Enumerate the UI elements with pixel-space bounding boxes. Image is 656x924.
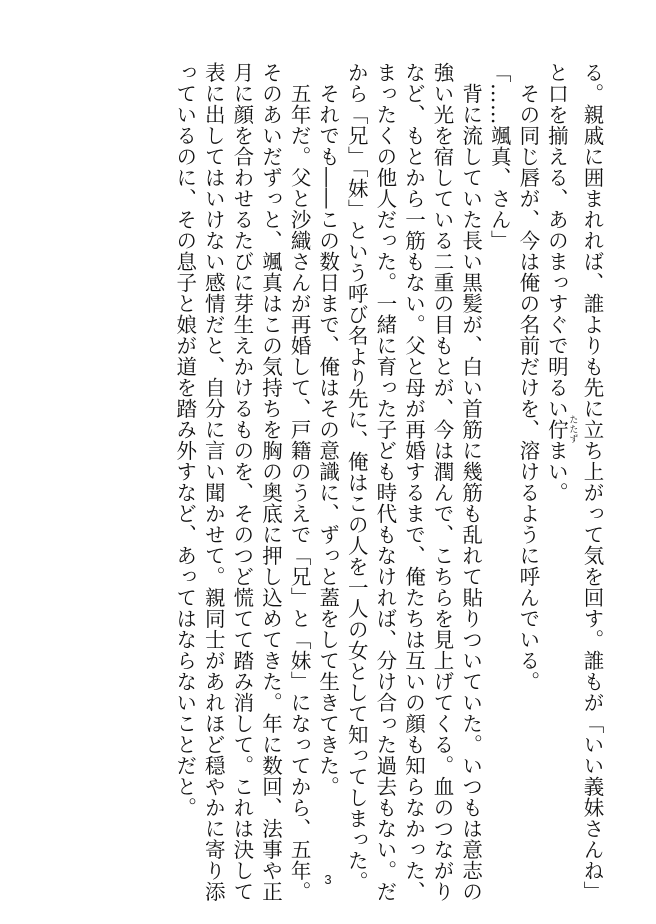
text-line: 表に出してはいけない感情だと、自分に言い聞かせて。親同士があれほど穏やかに寄り添 (201, 62, 226, 902)
ruby-base: 佇 (544, 415, 569, 444)
text-line: それでも――この数日まで、俺はその意識に、ずっと蓋をして生きてきた。 (315, 62, 340, 797)
ruby-line-before: と口を揃える、あのまっすぐで明るい (544, 62, 569, 419)
text-line: から「兄」「妹」という呼び名より先に、俺はこの人を一人の女として知ってしまった。 (344, 62, 369, 892)
text-line: その同じ唇が、今は俺の名前だけを、溶けるように呼んでいる。 (515, 62, 540, 692)
ruby-reading: たたず (567, 415, 578, 444)
vertical-text-body (170, 62, 606, 902)
text-line-with-ruby (542, 62, 578, 822)
text-line: など、もとから一筋もない。父と母が再婚するまで、俺たちは互いの顔も知らなかった、 (401, 62, 426, 902)
text-line: そのあいだずっと、颯真はこの気持ちを胸の奥底に押し込めてきた。年に数回、法事や正 (258, 62, 283, 902)
text-line: 「……颯真、さん」 (487, 62, 512, 251)
text-line: 月に顔を合わせるたびに芽生えかけるものを、そのつど慌てて踏み消して。これは決して (229, 62, 254, 902)
text-line: 強い光を宿している二重の目もとが、今は潤んで、こちらを見上げてくる。血のつながり (430, 62, 455, 902)
text-line: まったくの他人だった。一緒に育った子ども時代もなければ、分け合った過去もない。だ (372, 62, 397, 902)
text-line: る。親戚に囲まれれば、誰よりも先に立ち上がって気を回す。誰もが「いい義妹さんね」 (580, 62, 604, 902)
ruby-line-after: まい。 (544, 440, 569, 503)
page-number: 3 (324, 872, 332, 887)
text-line: っているのに、その息子と娘が道を踏み外すなど、あってはならないことだと。 (172, 62, 197, 818)
text-line: 五年だ。父と沙織さんが再婚して、戸籍のうえで「兄」と「妹」になってから、五年。 (287, 62, 312, 902)
ruby-annotation (544, 415, 578, 444)
text-line: 背に流していた長い黒髪が、白い首筋に幾筋も乱れて貼りついていた。いつもは意志の (458, 62, 483, 902)
